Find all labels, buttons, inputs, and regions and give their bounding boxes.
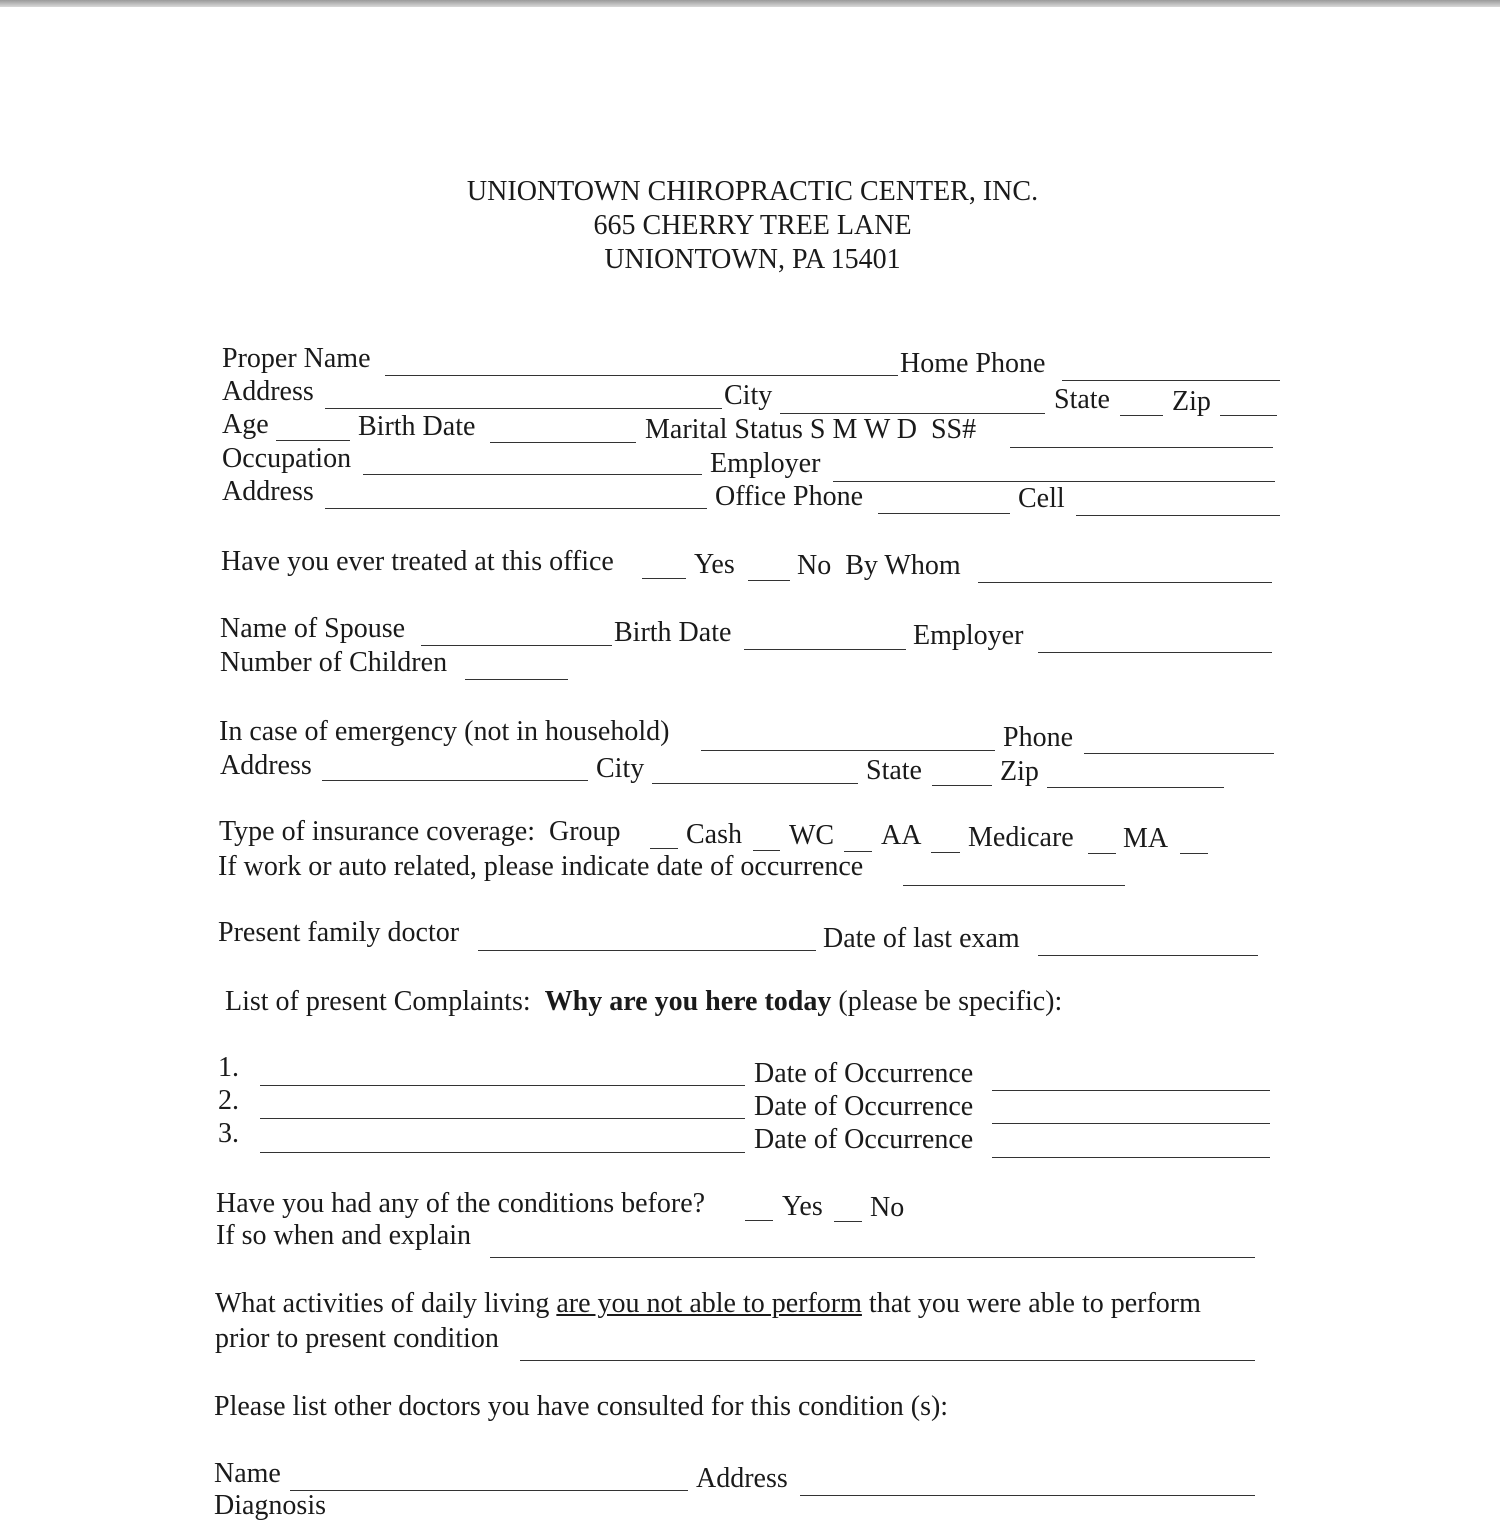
ssn-field[interactable]: [1010, 447, 1273, 448]
birth-date-label: Birth Date: [358, 411, 476, 442]
cell-label: Cell: [1018, 483, 1065, 514]
other-doctor-address-field[interactable]: [800, 1495, 1255, 1496]
treated-no-field[interactable]: [748, 580, 790, 581]
address-label: Address: [222, 376, 314, 407]
employer-field[interactable]: [833, 481, 1275, 482]
clinic-street: 665 CHERRY TREE LANE: [593, 210, 912, 241]
work-address-field[interactable]: [325, 508, 707, 509]
insurance-aa-label: AA: [881, 820, 922, 851]
children-label: Number of Children: [220, 647, 448, 678]
activities-field[interactable]: [520, 1360, 1255, 1361]
insurance-label: Type of insurance coverage: Group: [219, 816, 621, 847]
emergency-address-label: Address: [220, 750, 312, 781]
proper-name-field[interactable]: [385, 375, 898, 376]
insurance-medicare-label: Medicare: [968, 822, 1074, 853]
activities-line2: prior to present condition: [215, 1323, 499, 1354]
conditions-yes-field[interactable]: [745, 1220, 773, 1221]
last-exam-label: Date of last exam: [823, 923, 1020, 954]
emergency-phone-field[interactable]: [1084, 753, 1274, 754]
treated-no-by-whom-label: No By Whom: [797, 550, 961, 581]
marital-status-label: Marital Status S M W D SS#: [645, 414, 977, 445]
emergency-state-label: State: [866, 755, 922, 786]
complaint-number: 2.: [218, 1085, 239, 1116]
emergency-zip-label: Zip: [1000, 756, 1039, 787]
children-field[interactable]: [465, 679, 568, 680]
insurance-aa-field[interactable]: [931, 852, 960, 853]
diagnosis-label: Diagnosis: [214, 1490, 326, 1521]
treated-yes-label: Yes: [694, 549, 735, 580]
complaint-field[interactable]: [260, 1085, 745, 1086]
conditions-question: Have you had any of the conditions before?: [216, 1188, 706, 1219]
complaint-number: 3.: [218, 1118, 239, 1149]
clinic-name: UNIONTOWN CHIROPRACTIC CENTER, INC.: [466, 176, 1039, 207]
insurance-group-field[interactable]: [650, 848, 678, 849]
conditions-no-field[interactable]: [834, 1221, 862, 1222]
other-doctor-name-label: Name: [214, 1458, 281, 1489]
emergency-name-field[interactable]: [701, 750, 995, 751]
employer-label: Employer: [710, 448, 821, 479]
spouse-employer-field[interactable]: [1038, 652, 1272, 653]
activities-underlined: are you not able to perform: [556, 1288, 862, 1319]
insurance-cash-label: Cash: [686, 819, 742, 850]
birth-date-field[interactable]: [490, 442, 636, 443]
spouse-birth-date-field[interactable]: [744, 649, 906, 650]
emergency-label: In case of emergency (not in household): [219, 716, 670, 747]
complaint-date-field[interactable]: [992, 1123, 1270, 1124]
treated-yes-field[interactable]: [642, 578, 686, 579]
occupation-field[interactable]: [363, 474, 702, 475]
zip-label: Zip: [1172, 386, 1211, 417]
spouse-birth-date-label: Birth Date: [614, 617, 732, 648]
conditions-no-label: No: [870, 1192, 905, 1223]
other-doctor-name-field[interactable]: [290, 1490, 688, 1491]
state-field[interactable]: [1120, 415, 1163, 416]
cell-field[interactable]: [1076, 515, 1280, 516]
emergency-state-field[interactable]: [932, 785, 992, 786]
explain-field[interactable]: [490, 1257, 1255, 1258]
spouse-name-label: Name of Spouse: [220, 613, 406, 644]
age-label: Age: [222, 409, 269, 440]
home-phone-field[interactable]: [1062, 380, 1280, 381]
proper-name-label: Proper Name: [222, 343, 371, 374]
by-whom-field[interactable]: [978, 582, 1272, 583]
insurance-wc-label: WC: [789, 820, 835, 851]
occurrence-date-field[interactable]: [903, 885, 1125, 886]
explain-label: If so when and explain: [216, 1220, 472, 1251]
work-address-label: Address: [222, 476, 314, 507]
conditions-yes-label: Yes: [782, 1191, 823, 1222]
home-phone-label: Home Phone: [900, 348, 1046, 379]
emergency-zip-field[interactable]: [1047, 787, 1224, 788]
complaint-number: 1.: [218, 1052, 239, 1083]
activities-part1: What activities of daily living: [215, 1288, 557, 1319]
scan-edge: [0, 0, 1500, 7]
clinic-city: UNIONTOWN, PA 15401: [604, 244, 901, 275]
family-doctor-label: Present family doctor: [218, 917, 460, 948]
complaint-date-field[interactable]: [992, 1090, 1270, 1091]
spouse-employer-label: Employer: [913, 620, 1024, 651]
zip-field[interactable]: [1220, 415, 1277, 416]
complaints-bold: Why are you here today: [544, 986, 832, 1017]
complaint-field[interactable]: [260, 1152, 745, 1153]
emergency-address-field[interactable]: [322, 780, 588, 781]
emergency-city-field[interactable]: [652, 783, 858, 784]
office-phone-field[interactable]: [878, 513, 1010, 514]
state-label: State: [1054, 384, 1110, 415]
occurrence-label: If work or auto related, please indicate date of occurrence: [218, 851, 864, 882]
complaint-field[interactable]: [260, 1118, 745, 1119]
activities-question: [215, 1290, 1201, 1318]
insurance-ma-label: MA: [1123, 823, 1169, 854]
city-label: City: [724, 380, 773, 411]
insurance-ma-field[interactable]: [1180, 853, 1208, 854]
complaints-heading: [225, 988, 1062, 1016]
emergency-city-label: City: [596, 753, 645, 784]
address-field[interactable]: [325, 408, 722, 409]
age-field[interactable]: [276, 440, 350, 441]
insurance-medicare-field[interactable]: [1088, 853, 1116, 854]
other-doctors-label: Please list other doctors you have consulted for this condition (s):: [214, 1391, 949, 1422]
spouse-name-field[interactable]: [421, 645, 612, 646]
complaint-date-field[interactable]: [992, 1157, 1270, 1158]
treated-question: Have you ever treated at this office: [221, 546, 614, 577]
office-phone-label: Office Phone: [715, 481, 863, 512]
complaint-date-label: Date of Occurrence: [754, 1091, 974, 1122]
emergency-phone-label: Phone: [1003, 722, 1073, 753]
last-exam-field[interactable]: [1038, 955, 1258, 956]
occupation-label: Occupation: [222, 443, 352, 474]
complaints-tail: (please be specific):: [831, 986, 1063, 1017]
complaints-intro: List of present Complaints:: [225, 986, 545, 1017]
activities-part2: that you were able to perform: [861, 1288, 1201, 1319]
complaint-date-label: Date of Occurrence: [754, 1124, 974, 1155]
family-doctor-field[interactable]: [478, 950, 816, 951]
other-doctor-address-label: Address: [696, 1463, 788, 1494]
complaint-date-label: Date of Occurrence: [754, 1058, 974, 1089]
